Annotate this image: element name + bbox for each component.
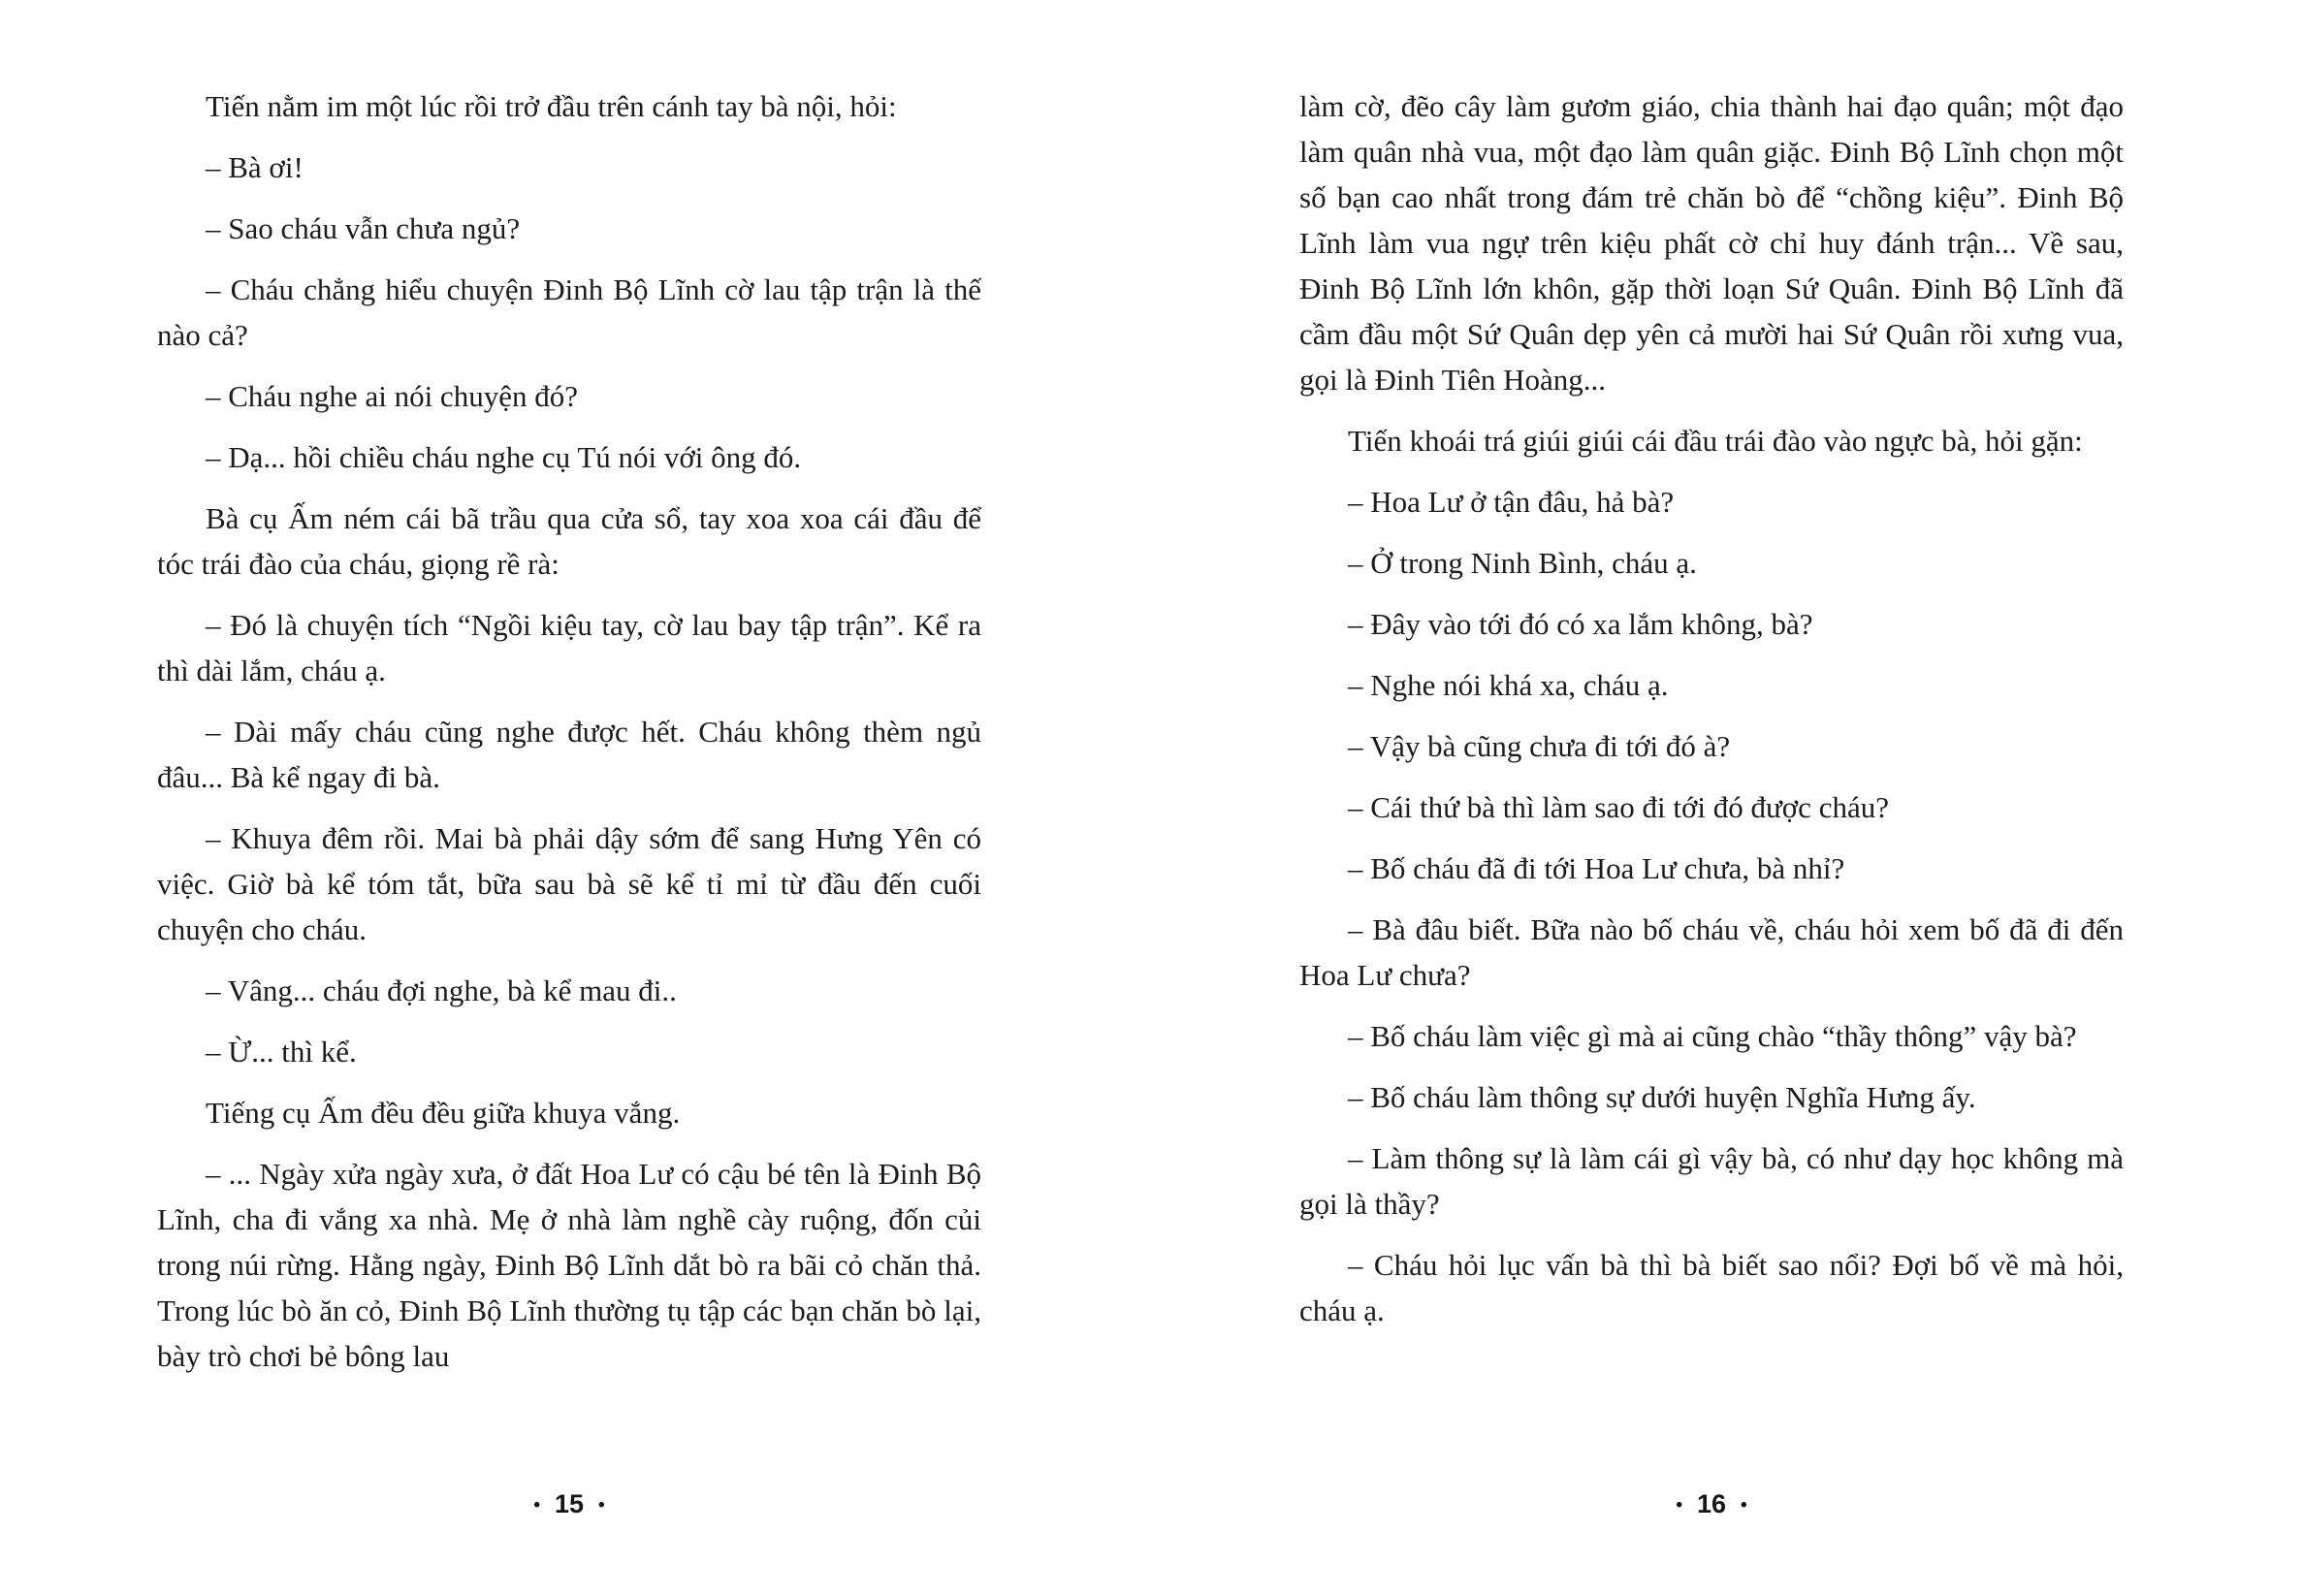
paragraph: Tiến khoái trá giúi giúi cái đầu trái đào vào ngực bà, hỏi gặn: (1348, 424, 2083, 458)
dialogue-line: – Cháu nghe ai nói chuyện đó? (206, 379, 578, 413)
dialogue-line: – Bà đâu biết. Bữa nào bố cháu về, cháu hỏi xem bố đã đi đến Hoa Lư chưa? (1299, 912, 2124, 992)
dialogue-line: – Cháu hỏi lục vấn bà thì bà biết sao nổi? Đợi bố về mà hỏi, cháu ạ. (1299, 1248, 2124, 1327)
paragraph: Tiến nằm im một lúc rồi trở đầu trên cánh tay bà nội, hỏi: (206, 89, 897, 123)
footer-dot: • (598, 1495, 605, 1516)
page-16-text-column (1299, 83, 2124, 1349)
dialogue-line: – Sao cháu vẫn chưa ngủ? (206, 211, 521, 245)
dialogue-line: – Dạ... hồi chiều cháu nghe cụ Tú nói với ông đó. (206, 440, 802, 474)
dialogue-line: – Hoa Lư ở tận đâu, hả bà? (1348, 485, 1675, 519)
footer-dot: • (1676, 1495, 1682, 1516)
page-16-footer (1299, 1489, 2124, 1519)
page-15-text-column (157, 83, 981, 1394)
dialogue-line: – Vậy bà cũng chưa đi tới đó à? (1348, 729, 1731, 763)
paragraph: Tiếng cụ Ấm đều đều giữa khuya vắng. (206, 1096, 681, 1130)
dialogue-line: – Khuya đêm rồi. Mai bà phải dậy sớm để sang Hưng Yên có việc. Giờ bà kể tóm tắt, bữa sau bà sẽ kể tỉ mỉ từ đầu đến cuối chuyện cho cháu. (157, 821, 981, 946)
paragraph-continuation: làm cờ, đẽo cây làm gươm giáo, chia thành hai đạo quân; một đạo làm quân nhà vua, một đạo làm quân giặc. Đinh Bộ Lĩnh chọn một số bạn cao nhất trong đám trẻ chăn bò để “chồng kiệu”. Đinh Bộ Lĩnh làm vua ngự trên kiệu phất cờ chỉ huy đánh trận... Về sau, Đinh Bộ Lĩnh lớn khôn, gặp thời loạn Sứ Quân. Đinh Bộ Lĩnh đã cầm đầu một Sứ Quân dẹp yên cả mười hai Sứ Quân rồi xưng vua, gọi là Đinh Tiên Hoàng... (1299, 89, 2124, 397)
paragraph: Bà cụ Ấm ném cái bã trầu qua cửa sổ, tay xoa xoa cái đầu để tóc trái đào của cháu, giọng rề rà: (157, 501, 981, 581)
page-15-footer (157, 1489, 981, 1519)
dialogue-line: – Cháu chẳng hiểu chuyện Đinh Bộ Lĩnh cờ lau tập trận là thế nào cả? (157, 272, 981, 352)
page-number: 15 (554, 1489, 585, 1518)
paragraph: – ... Ngày xửa ngày xưa, ở đất Hoa Lư có cậu bé tên là Đinh Bộ Lĩnh, cha đi vắng xa nhà. Mẹ ở nhà làm nghề cày ruộng, đốn củi trong núi rừng. Hằng ngày, Đinh Bộ Lĩnh dắt bò ra bãi cỏ chăn thả. Trong lúc bò ăn cỏ, Đinh Bộ Lĩnh thường tụ tập các bạn chăn bò lại, bày trò chơi bẻ bông lau (157, 1157, 981, 1373)
dialogue-line: – Bố cháu làm thông sự dưới huyện Nghĩa Hưng ấy. (1348, 1080, 1976, 1114)
dialogue-line: – Ừ... thì kể. (206, 1035, 357, 1069)
dialogue-line: – Bố cháu đã đi tới Hoa Lư chưa, bà nhỉ? (1348, 851, 1845, 885)
dialogue-line: – Đó là chuyện tích “Ngồi kiệu tay, cờ lau bay tập trận”. Kể ra thì dài lắm, cháu ạ. (157, 608, 981, 687)
dialogue-line: – Cái thứ bà thì làm sao đi tới đó được cháu? (1348, 790, 1889, 824)
footer-dot: • (533, 1495, 540, 1516)
dialogue-line: – Dài mấy cháu cũng nghe được hết. Cháu không thèm ngủ đâu... Bà kể ngay đi bà. (157, 715, 981, 794)
dialogue-line: – Vâng... cháu đợi nghe, bà kể mau đi.. (206, 974, 677, 1007)
dialogue-line: – Làm thông sự là làm cái gì vậy bà, có như dạy học không mà gọi là thầy? (1299, 1141, 2124, 1221)
dialogue-line: – Ở trong Ninh Bình, cháu ạ. (1348, 546, 1697, 580)
page-number: 16 (1696, 1489, 1727, 1518)
dialogue-line: – Bà ơi! (206, 150, 304, 184)
dialogue-line: – Đây vào tới đó có xa lắm không, bà? (1348, 607, 1813, 641)
footer-dot: • (1741, 1495, 1747, 1516)
dialogue-line: – Bố cháu làm việc gì mà ai cũng chào “thầy thông” vậy bà? (1348, 1019, 2077, 1053)
dialogue-line: – Nghe nói khá xa, cháu ạ. (1348, 668, 1669, 702)
